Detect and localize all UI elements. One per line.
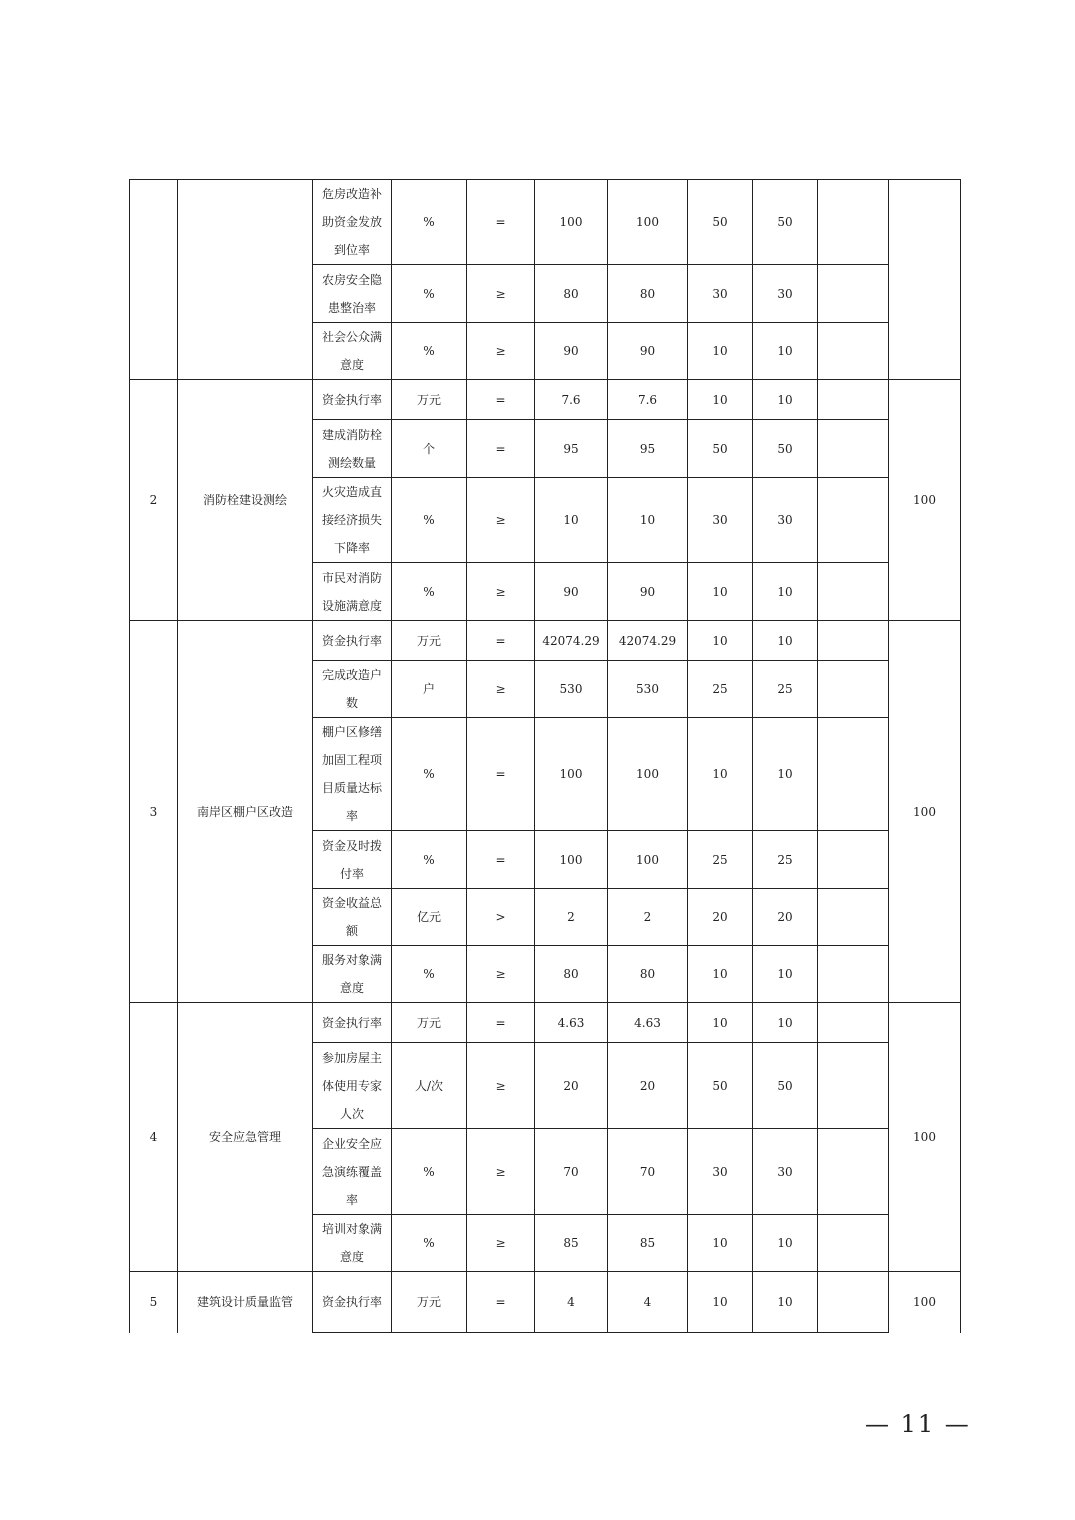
actual-value: 10 <box>608 478 688 563</box>
indicator-name: 建成消防栓测绘数量 <box>313 420 392 478</box>
unit-cell: % <box>392 718 467 831</box>
indicator-name: 企业安全应急演练覆盖率 <box>313 1129 392 1215</box>
score-value: 30 <box>753 478 818 563</box>
project-name: 安全应急管理 <box>178 1003 313 1272</box>
table-row <box>130 621 961 661</box>
note-cell <box>818 265 889 323</box>
operator-cell: ≥ <box>467 1215 535 1272</box>
table-body <box>130 180 961 1333</box>
actual-value: 42074.29 <box>608 621 688 661</box>
actual-value: 20 <box>608 1043 688 1129</box>
project-name <box>178 180 313 380</box>
performance-indicator-table <box>129 179 961 1333</box>
weight-value: 50 <box>688 180 753 265</box>
operator-cell: = <box>467 718 535 831</box>
weight-value: 50 <box>688 1043 753 1129</box>
weight-value: 10 <box>688 1003 753 1043</box>
actual-value: 70 <box>608 1129 688 1215</box>
note-cell <box>818 1003 889 1043</box>
score-value: 30 <box>753 1129 818 1215</box>
actual-value: 530 <box>608 661 688 718</box>
note-cell <box>818 1215 889 1272</box>
actual-value: 100 <box>608 831 688 889</box>
table-row <box>130 180 961 265</box>
page-number: — 11 — <box>865 1410 971 1438</box>
indicator-name: 资金执行率 <box>313 1003 392 1043</box>
project-number: 2 <box>130 380 178 621</box>
operator-cell: = <box>467 1272 535 1333</box>
weight-value: 20 <box>688 889 753 946</box>
score-value: 30 <box>753 265 818 323</box>
unit-cell: 万元 <box>392 380 467 420</box>
table-row <box>130 1272 961 1333</box>
unit-cell: % <box>392 831 467 889</box>
operator-cell: = <box>467 621 535 661</box>
weight-value: 10 <box>688 621 753 661</box>
indicator-name: 危房改造补助资金发放到位率 <box>313 180 392 265</box>
score-value: 50 <box>753 1043 818 1129</box>
weight-value: 30 <box>688 1129 753 1215</box>
target-value: 90 <box>535 563 608 621</box>
total-score: 100 <box>889 380 961 621</box>
indicator-name: 农房安全隐患整治率 <box>313 265 392 323</box>
project-name: 建筑设计质量监管 <box>178 1272 313 1333</box>
weight-value: 10 <box>688 1215 753 1272</box>
score-value: 10 <box>753 380 818 420</box>
unit-cell: 万元 <box>392 1003 467 1043</box>
weight-value: 25 <box>688 661 753 718</box>
indicator-name: 棚户区修缮加固工程项目质量达标率 <box>313 718 392 831</box>
actual-value: 100 <box>608 180 688 265</box>
target-value: 42074.29 <box>535 621 608 661</box>
score-value: 10 <box>753 1272 818 1333</box>
unit-cell: % <box>392 1129 467 1215</box>
target-value: 100 <box>535 718 608 831</box>
actual-value: 90 <box>608 563 688 621</box>
unit-cell: 户 <box>392 661 467 718</box>
target-value: 90 <box>535 323 608 380</box>
indicator-name: 资金收益总额 <box>313 889 392 946</box>
note-cell <box>818 1043 889 1129</box>
score-value: 25 <box>753 661 818 718</box>
weight-value: 10 <box>688 946 753 1003</box>
score-value: 50 <box>753 180 818 265</box>
unit-cell: 万元 <box>392 621 467 661</box>
actual-value: 85 <box>608 1215 688 1272</box>
target-value: 20 <box>535 1043 608 1129</box>
operator-cell: = <box>467 180 535 265</box>
score-value: 10 <box>753 1215 818 1272</box>
operator-cell: ≥ <box>467 323 535 380</box>
indicator-name: 资金执行率 <box>313 380 392 420</box>
total-score: 100 <box>889 1272 961 1333</box>
target-value: 80 <box>535 946 608 1003</box>
target-value: 100 <box>535 831 608 889</box>
weight-value: 25 <box>688 831 753 889</box>
unit-cell: 万元 <box>392 1272 467 1333</box>
actual-value: 4.63 <box>608 1003 688 1043</box>
target-value: 4 <box>535 1272 608 1333</box>
project-number: 3 <box>130 621 178 1003</box>
indicator-name: 火灾造成直接经济损失下降率 <box>313 478 392 563</box>
operator-cell: > <box>467 889 535 946</box>
indicator-name: 服务对象满意度 <box>313 946 392 1003</box>
actual-value: 4 <box>608 1272 688 1333</box>
note-cell <box>818 563 889 621</box>
unit-cell: % <box>392 563 467 621</box>
weight-value: 10 <box>688 718 753 831</box>
score-value: 10 <box>753 323 818 380</box>
total-score: 100 <box>889 621 961 1003</box>
note-cell <box>818 180 889 265</box>
note-cell <box>818 718 889 831</box>
indicator-name: 资金执行率 <box>313 1272 392 1333</box>
note-cell <box>818 661 889 718</box>
operator-cell: ≥ <box>467 1129 535 1215</box>
operator-cell: ≥ <box>467 946 535 1003</box>
weight-value: 10 <box>688 323 753 380</box>
score-value: 10 <box>753 621 818 661</box>
target-value: 530 <box>535 661 608 718</box>
score-value: 10 <box>753 1003 818 1043</box>
note-cell <box>818 889 889 946</box>
note-cell <box>818 621 889 661</box>
unit-cell: % <box>392 180 467 265</box>
score-value: 50 <box>753 420 818 478</box>
target-value: 100 <box>535 180 608 265</box>
note-cell <box>818 831 889 889</box>
note-cell <box>818 380 889 420</box>
note-cell <box>818 420 889 478</box>
operator-cell: = <box>467 1003 535 1043</box>
unit-cell: % <box>392 265 467 323</box>
indicator-name: 培训对象满意度 <box>313 1215 392 1272</box>
actual-value: 90 <box>608 323 688 380</box>
target-value: 70 <box>535 1129 608 1215</box>
operator-cell: ≥ <box>467 563 535 621</box>
note-cell <box>818 1272 889 1333</box>
operator-cell: ≥ <box>467 265 535 323</box>
score-value: 25 <box>753 831 818 889</box>
operator-cell: = <box>467 420 535 478</box>
note-cell <box>818 323 889 380</box>
unit-cell: % <box>392 323 467 380</box>
unit-cell: 个 <box>392 420 467 478</box>
target-value: 80 <box>535 265 608 323</box>
table-row <box>130 1003 961 1043</box>
operator-cell: = <box>467 380 535 420</box>
operator-cell: ≥ <box>467 1043 535 1129</box>
actual-value: 80 <box>608 946 688 1003</box>
project-name: 消防栓建设测绘 <box>178 380 313 621</box>
indicator-name: 参加房屋主体使用专家人次 <box>313 1043 392 1129</box>
actual-value: 2 <box>608 889 688 946</box>
weight-value: 50 <box>688 420 753 478</box>
project-name: 南岸区棚户区改造 <box>178 621 313 1003</box>
score-value: 10 <box>753 946 818 1003</box>
score-value: 10 <box>753 563 818 621</box>
project-number: 4 <box>130 1003 178 1272</box>
table-row <box>130 380 961 420</box>
note-cell <box>818 478 889 563</box>
actual-value: 80 <box>608 265 688 323</box>
target-value: 2 <box>535 889 608 946</box>
operator-cell: ≥ <box>467 661 535 718</box>
indicator-name: 资金执行率 <box>313 621 392 661</box>
score-value: 10 <box>753 718 818 831</box>
operator-cell: ≥ <box>467 478 535 563</box>
weight-value: 30 <box>688 265 753 323</box>
weight-value: 10 <box>688 563 753 621</box>
actual-value: 95 <box>608 420 688 478</box>
total-score: 100 <box>889 1003 961 1272</box>
target-value: 95 <box>535 420 608 478</box>
note-cell <box>818 946 889 1003</box>
note-cell <box>818 1129 889 1215</box>
unit-cell: 人/次 <box>392 1043 467 1129</box>
unit-cell: % <box>392 478 467 563</box>
project-number <box>130 180 178 380</box>
target-value: 85 <box>535 1215 608 1272</box>
operator-cell: = <box>467 831 535 889</box>
actual-value: 7.6 <box>608 380 688 420</box>
indicator-name: 社会公众满意度 <box>313 323 392 380</box>
weight-value: 30 <box>688 478 753 563</box>
score-value: 20 <box>753 889 818 946</box>
target-value: 4.63 <box>535 1003 608 1043</box>
indicator-name: 完成改造户数 <box>313 661 392 718</box>
unit-cell: % <box>392 946 467 1003</box>
indicator-name: 市民对消防设施满意度 <box>313 563 392 621</box>
actual-value: 100 <box>608 718 688 831</box>
target-value: 10 <box>535 478 608 563</box>
indicator-name: 资金及时拨付率 <box>313 831 392 889</box>
total-score <box>889 180 961 380</box>
target-value: 7.6 <box>535 380 608 420</box>
project-number: 5 <box>130 1272 178 1333</box>
unit-cell: 亿元 <box>392 889 467 946</box>
weight-value: 10 <box>688 380 753 420</box>
weight-value: 10 <box>688 1272 753 1333</box>
unit-cell: % <box>392 1215 467 1272</box>
